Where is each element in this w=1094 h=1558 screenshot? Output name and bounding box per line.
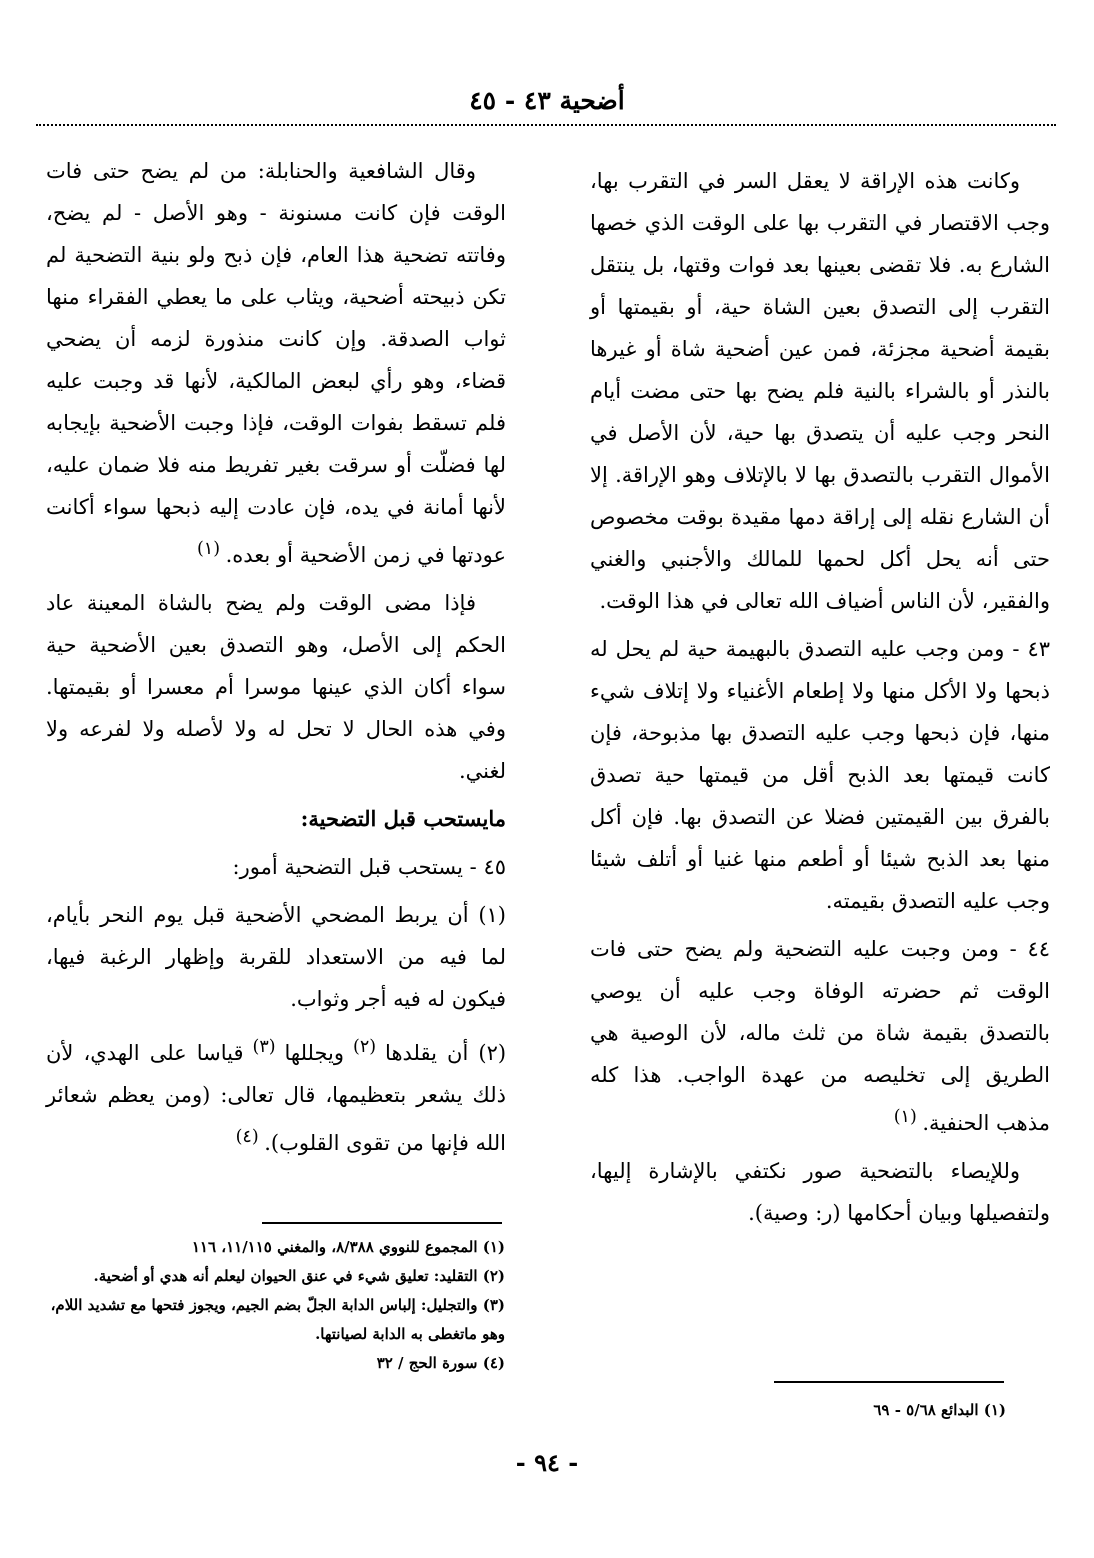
footnote-item: (٤) سورة الحج / ٣٢ (376, 1354, 505, 1372)
list-item-2-text-c: قياسا على الهدي، لأن ذلك يشعر بتعظيمها، قال تعالى: (ومن يعظم شعائر الله فإنها من تقوى القلوب). (46, 1041, 506, 1155)
running-head: أضحية ٤٣ - ٤٥ (469, 86, 625, 115)
right-footnotes (566, 1396, 1006, 1425)
right-column (590, 160, 1050, 1240)
list-item-2-text-b: ويجللها (284, 1041, 345, 1065)
right-paragraph-1: وكانت هذه الإراقة لا يعقل السر في التقرب بها، وجب الاقتصار في التقرب بها على الوقت الذي خصها الشارع به. فلا تقضى بعينها بعد فوات وقتها، بل ينتقل التقرب إلى التصدق بعين الشاة حية، أو بقيمتها أو بقيمة أضحية مجزئة، فمن عين أضحية شاة أو غيرها بالنذر أو بالشراء بالنية فلم يضح بها حتى مضت أيام النحر وجب عليه أن يتصدق بها حية، لأن الأصل في الأموال التقرب بالتصدق بها لا بالإتلاف وهو الإراقة. إلا أن الشارع نقله إلى إراقة دمها مقيدة بوقت مخصوص حتى أنه يحل أكل لحمها للمالك والأجنبي والغني والفقير، لأن الناس أضياف الله تعالى في هذا الوقت. (590, 169, 1050, 613)
right-footnote-rule (774, 1381, 1004, 1383)
footnote-ref: (١) (893, 1107, 923, 1127)
page-number: - ٩٤ - (515, 1448, 579, 1477)
left-paragraph-1 (46, 150, 506, 576)
paragraph-44 (590, 928, 1050, 1144)
paragraph-45: ٤٥ - يستحب قبل التضحية أمور: (232, 855, 506, 879)
left-paragraph-2: فإذا مضى الوقت ولم يضح بالشاة المعينة عاد الحكم إلى الأصل، وهو التصدق بعين الأضحية حية سواء أكان الذي عينها موسرا أم معسرا أو بقيمتها. وفي هذه الحال لا تحل له ولا لأصله ولا لفرعه ولا لغني. (46, 591, 506, 783)
footnote-ref: (١) (196, 539, 226, 559)
left-column (46, 150, 506, 1170)
list-item-1: (١) أن يربط المضحي الأضحية قبل يوم النحر بأيام، لما فيه من الاستعداد للقربة وإظهار الرغبة فيها، فيكون له فيه أجر وثواب. (46, 903, 506, 1011)
left-paragraph-1-text: وقال الشافعية والحنابلة: من لم يضح حتى فات الوقت فإن كانت مسنونة - وهو الأصل - لم يضح، وفاتته تضحية هذا العام، فإن ذبح ولو بنية التضحية لم تكن ذبيحته أضحية، ويثاب على ما يعطي الفقراء منها ثواب الصدقة. وإن كانت منذورة لزمه أن يضحي قضاء، وهو رأي لبعض المالكية، لأنها قد وجبت عليه فلم تسقط بفوات الوقت، فإذا وجبت الأضحية بإيجابه لها فضلّت أو سرقت بغير تفريط منه فلا ضمان عليه، لأنها أمانة في يده، فإن عادت إليه ذبحها سواء أكانت عودتها في زمن الأضحية أو بعده. (46, 159, 506, 567)
header-dotted-rule (36, 124, 1056, 126)
paragraph-43: ٤٣ - ومن وجب عليه التصدق بالبهيمة حية لم يحل له ذبحها ولا الأكل منها ولا إطعام الأغنياء ولا إتلاف شيء منها، فإن ذبحها وجب عليه التصدق بها مذبوحة، فإن كانت قيمتها بعد الذبح أقل من قيمتها حية تصدق بالفرق بين القيمتين فضلا عن التصدق بها. فإن أكل منها بعد الذبح شيئا أو أطعم منها غنيا أو أتلف شيئا وجب عليه التصدق بقيمته. (590, 637, 1050, 913)
footnote-item: (٣) والتجليل: إلباس الدابة الجلّ بضم الجيم، ويجوز فتحها مع تشديد اللام، وهو ماتغطى به الدابة لصيانتها. (50, 1296, 505, 1343)
list-item-2 (46, 1026, 506, 1164)
footnote-ref: (٢) (344, 1037, 386, 1057)
list-item-2-text-a: (٢) أن يقلدها (385, 1041, 507, 1065)
footnote-ref: (٣) (243, 1037, 285, 1057)
left-footnotes (50, 1233, 505, 1378)
paragraph-44-text: ٤٤ - ومن وجبت عليه التضحية ولم يضح حتى فات الوقت ثم حضرته الوفاة وجب عليه أن يوصي بالتصدق بقيمة شاة من ثلث ماله، لأن الوصية هي الطريق إلى تخليصه من عهدة الواجب. هذا كله مذهب الحنفية. (590, 937, 1050, 1135)
footnote-item: (٢) التقليد: تعليق شيء في عنق الحيوان ليعلم أنه هدي أو أضحية. (93, 1267, 505, 1285)
left-footnote-rule (262, 1222, 502, 1224)
footnote-item: (١) البدائع ٥/٦٨ - ٦٩ (873, 1401, 1006, 1419)
footnote-ref: (٤) (235, 1127, 265, 1147)
right-paragraph-last: وللإيصاء بالتضحية صور نكتفي بالإشارة إليها، ولتفصيلها وبيان أحكامها (ر: وصية). (590, 1159, 1050, 1225)
section-heading: مايستحب قبل التضحية: (300, 806, 506, 831)
footnote-item: (١) المجموع للنووي ٨/٣٨٨، والمغني ١١/١١٥، ١١٦ (191, 1238, 505, 1256)
